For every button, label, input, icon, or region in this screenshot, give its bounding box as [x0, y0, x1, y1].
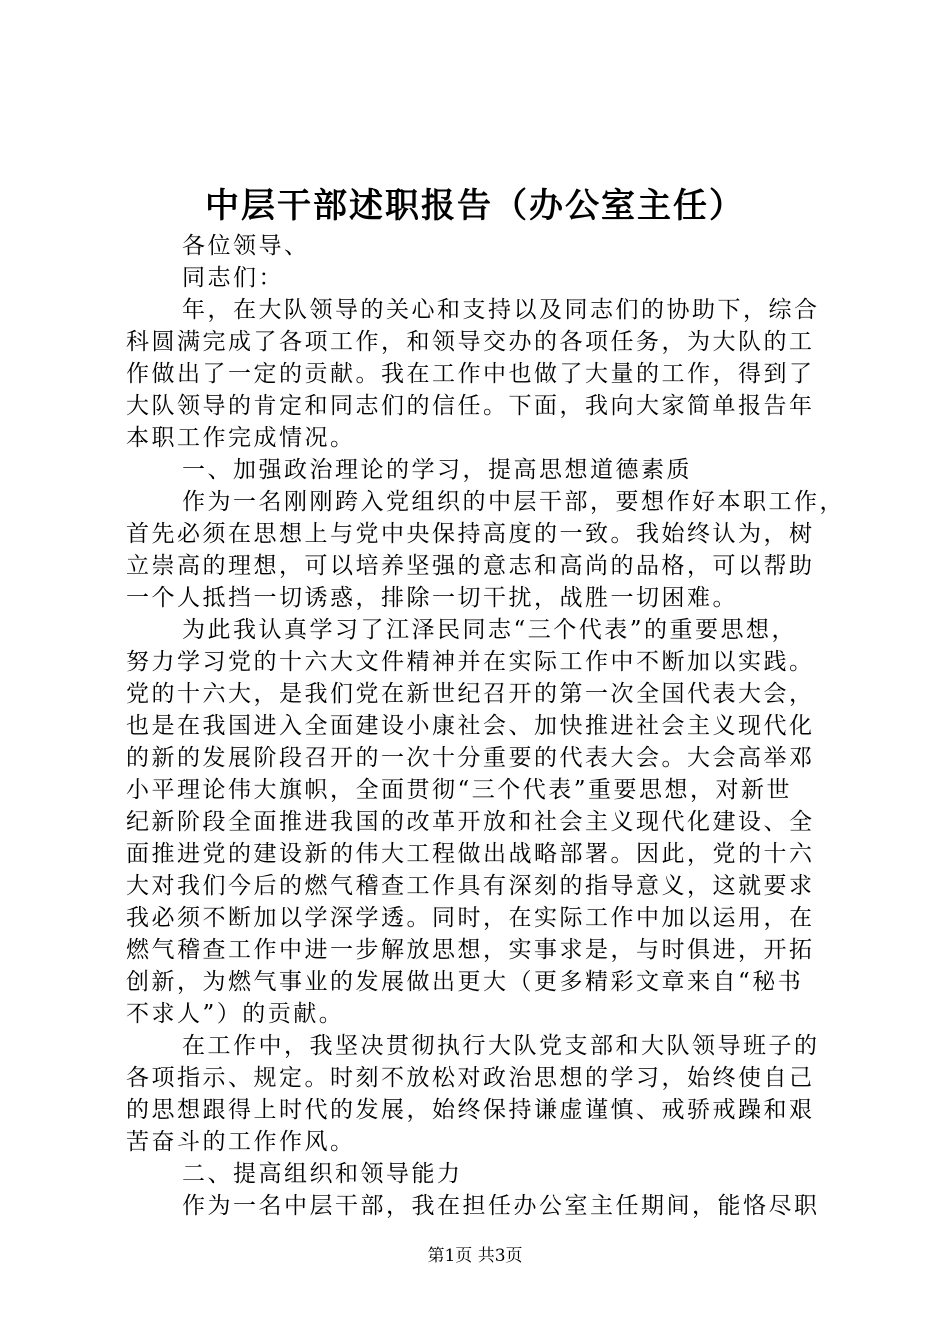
body-line: 面推进党的建设新的伟大工程做出战略部署。因此，党的十六 — [126, 841, 815, 867]
body-line: 努力学习党的十六大文件精神并在实际工作中不断加以实践。 — [126, 649, 815, 675]
body-line: 在工作中，我坚决贯彻执行大队党支部和大队领导班子的 — [182, 1033, 820, 1059]
body-line: 立崇高的理想，可以培养坚强的意志和高尚的品格，可以帮助 — [126, 553, 815, 579]
page-footer: 第1页 共3页 — [427, 1246, 523, 1266]
body-line: 一、加强政治理论的学习，提高思想道德素质 — [182, 457, 692, 483]
body-line: 创新，为燃气事业的发展做出更大（更多精彩文章来自“秘书 — [126, 969, 804, 995]
body-line: 纪新阶段全面推进我国的改革开放和社会主义现代化建设、全 — [126, 809, 815, 835]
body-line: 各项指示、规定。时刻不放松对政治思想的学习，始终使自己 — [126, 1065, 815, 1091]
body-line: 作为一名刚刚跨入党组织的中层干部，要想作好本职工作， — [182, 489, 845, 515]
body-line: 党的十六大，是我们党在新世纪召开的第一次全国代表大会， — [126, 681, 815, 707]
body-line: 小平理论伟大旗帜，全面贯彻“三个代表”重要思想，对新世 — [126, 777, 793, 803]
document-body — [126, 230, 845, 1222]
body-line: 作为一名中层干部，我在担任办公室主任期间，能恪尽职 — [182, 1193, 820, 1219]
body-line: 各位领导、 — [182, 233, 310, 259]
body-line: 首先必须在思想上与党中央保持高度的一致。我始终认为，树 — [126, 521, 815, 547]
body-line: 为此我认真学习了江泽民同志“三个代表”的重要思想， — [182, 617, 798, 643]
body-line: 同志们： — [182, 265, 284, 291]
body-line: 年，在大队领导的关心和支持以及同志们的协助下，综合 — [182, 297, 820, 323]
body-line: 本职工作完成情况。 — [126, 425, 356, 451]
body-line: 的新的发展阶段召开的一次十分重要的代表大会。大会高举邓 — [126, 745, 815, 771]
body-line: 燃气稽查工作中进一步解放思想，实事求是，与时俱进，开拓 — [126, 937, 815, 963]
document-title: 中层干部述职报告（办公室主任） — [205, 186, 745, 226]
body-line: 不求人”）的贡献。 — [126, 1001, 345, 1027]
body-line: 也是在我国进入全面建设小康社会、加快推进社会主义现代化 — [126, 713, 815, 739]
body-line: 一个人抵挡一切诱惑，排除一切干扰，战胜一切困难。 — [126, 585, 738, 611]
body-line: 大队领导的肯定和同志们的信任。下面，我向大家简单报告年 — [126, 393, 815, 419]
body-line: 大对我们今后的燃气稽查工作具有深刻的指导意义，这就要求 — [126, 873, 815, 899]
body-line: 苦奋斗的工作作风。 — [126, 1129, 356, 1155]
body-line: 科圆满完成了各项工作，和领导交办的各项任务，为大队的工 — [126, 329, 815, 355]
body-line: 的思想跟得上时代的发展，始终保持谦虚谨慎、戒骄戒躁和艰 — [126, 1097, 815, 1123]
body-line: 我必须不断加以学深学透。同时，在实际工作中加以运用，在 — [126, 905, 815, 931]
body-line: 二、提高组织和领导能力 — [182, 1161, 463, 1187]
body-line: 作做出了一定的贡献。我在工作中也做了大量的工作，得到了 — [126, 361, 815, 387]
